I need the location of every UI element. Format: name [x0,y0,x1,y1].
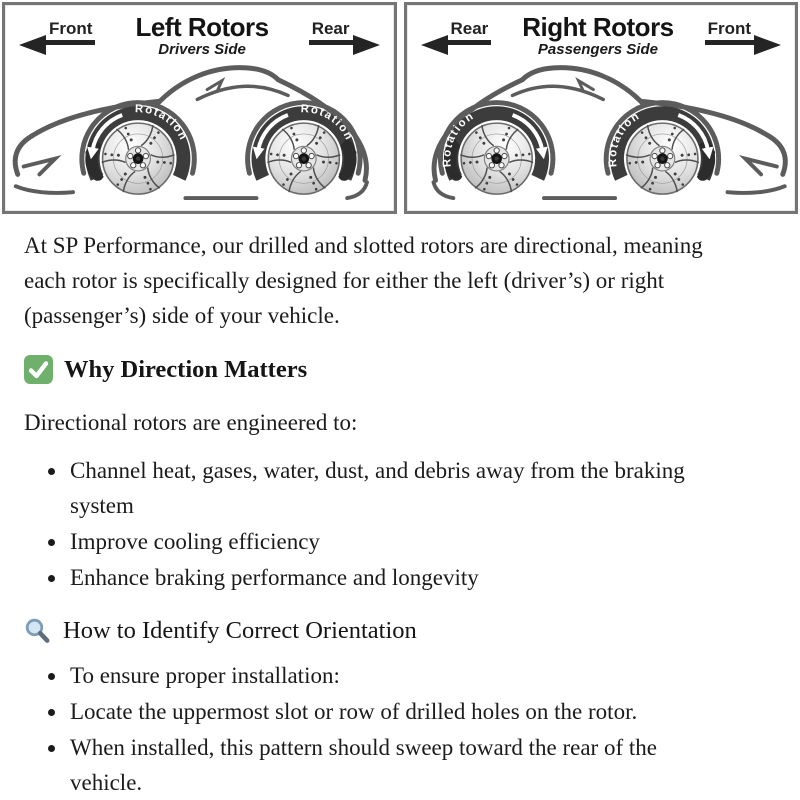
list-item: • When installed, this pattern should sweep toward the rear of the vehicle. [68,730,728,800]
arrow-left-icon [421,35,448,55]
rotor-direction-diagram [0,0,800,214]
direction-label-text: Rear [309,19,353,45]
panel-title: Left Rotors [135,12,269,42]
list-item: • To ensure proper installation: [68,658,728,693]
installation-list [24,658,728,800]
rear-direction-label [309,19,353,45]
left-car-sketch [5,58,394,204]
panel-title-block [491,14,704,57]
arrow-left-icon [19,35,46,55]
list-item: • Enhance braking performance and longevity [68,560,728,595]
magnifying-glass-icon [24,617,52,645]
section-heading-identify-orientation [24,617,776,645]
panel-title: Right Rotors [522,12,674,42]
direction-label-text: Rear [448,19,492,45]
panel-title-block [95,14,308,57]
left-rotors-panel [2,2,397,214]
front-direction-label [705,19,754,45]
section-heading-why-direction-matters [24,355,776,384]
panel-subtitle: Drivers Side [158,41,246,58]
front-direction-label [46,19,95,45]
arrow-right-icon [754,35,781,55]
arrow-right-icon [353,35,380,55]
panel-subtitle: Passengers Side [537,41,658,58]
list-item: • Channel heat, gases, water, dust, and debris away from the braking system [68,453,728,523]
rotation-label: Rotation [300,103,356,143]
left-panel-header [5,5,394,57]
rotation-label: Rotation [606,109,642,168]
direction-label-text: Front [46,19,95,45]
rotation-label: Rotation [134,103,190,143]
rear-direction-label [448,19,492,45]
heading-text: Why Direction Matters [64,355,308,383]
rotation-label: Rotation [440,109,477,168]
list-item: • Improve cooling efficiency [68,524,728,559]
benefits-list [24,453,728,595]
heading-text: How to Identify Correct Orientation [63,617,417,644]
right-car-sketch [407,58,796,204]
lead-paragraph: Directional rotors are engineered to: [24,410,358,435]
check-mark-icon [24,355,53,384]
article-body [0,228,800,800]
list-item: • Locate the uppermost slot or row of drilled holes on the rotor. [68,694,728,729]
direction-label-text: Front [705,19,754,45]
right-rotors-panel [404,2,799,214]
right-panel-header [407,5,796,57]
intro-paragraph: At SP Performance, our drilled and slotted rotors are directional, meaning each rotor is specifically designed for either the left (driver’s) or right (passenger’s) side of your vehicle. [24,233,703,328]
